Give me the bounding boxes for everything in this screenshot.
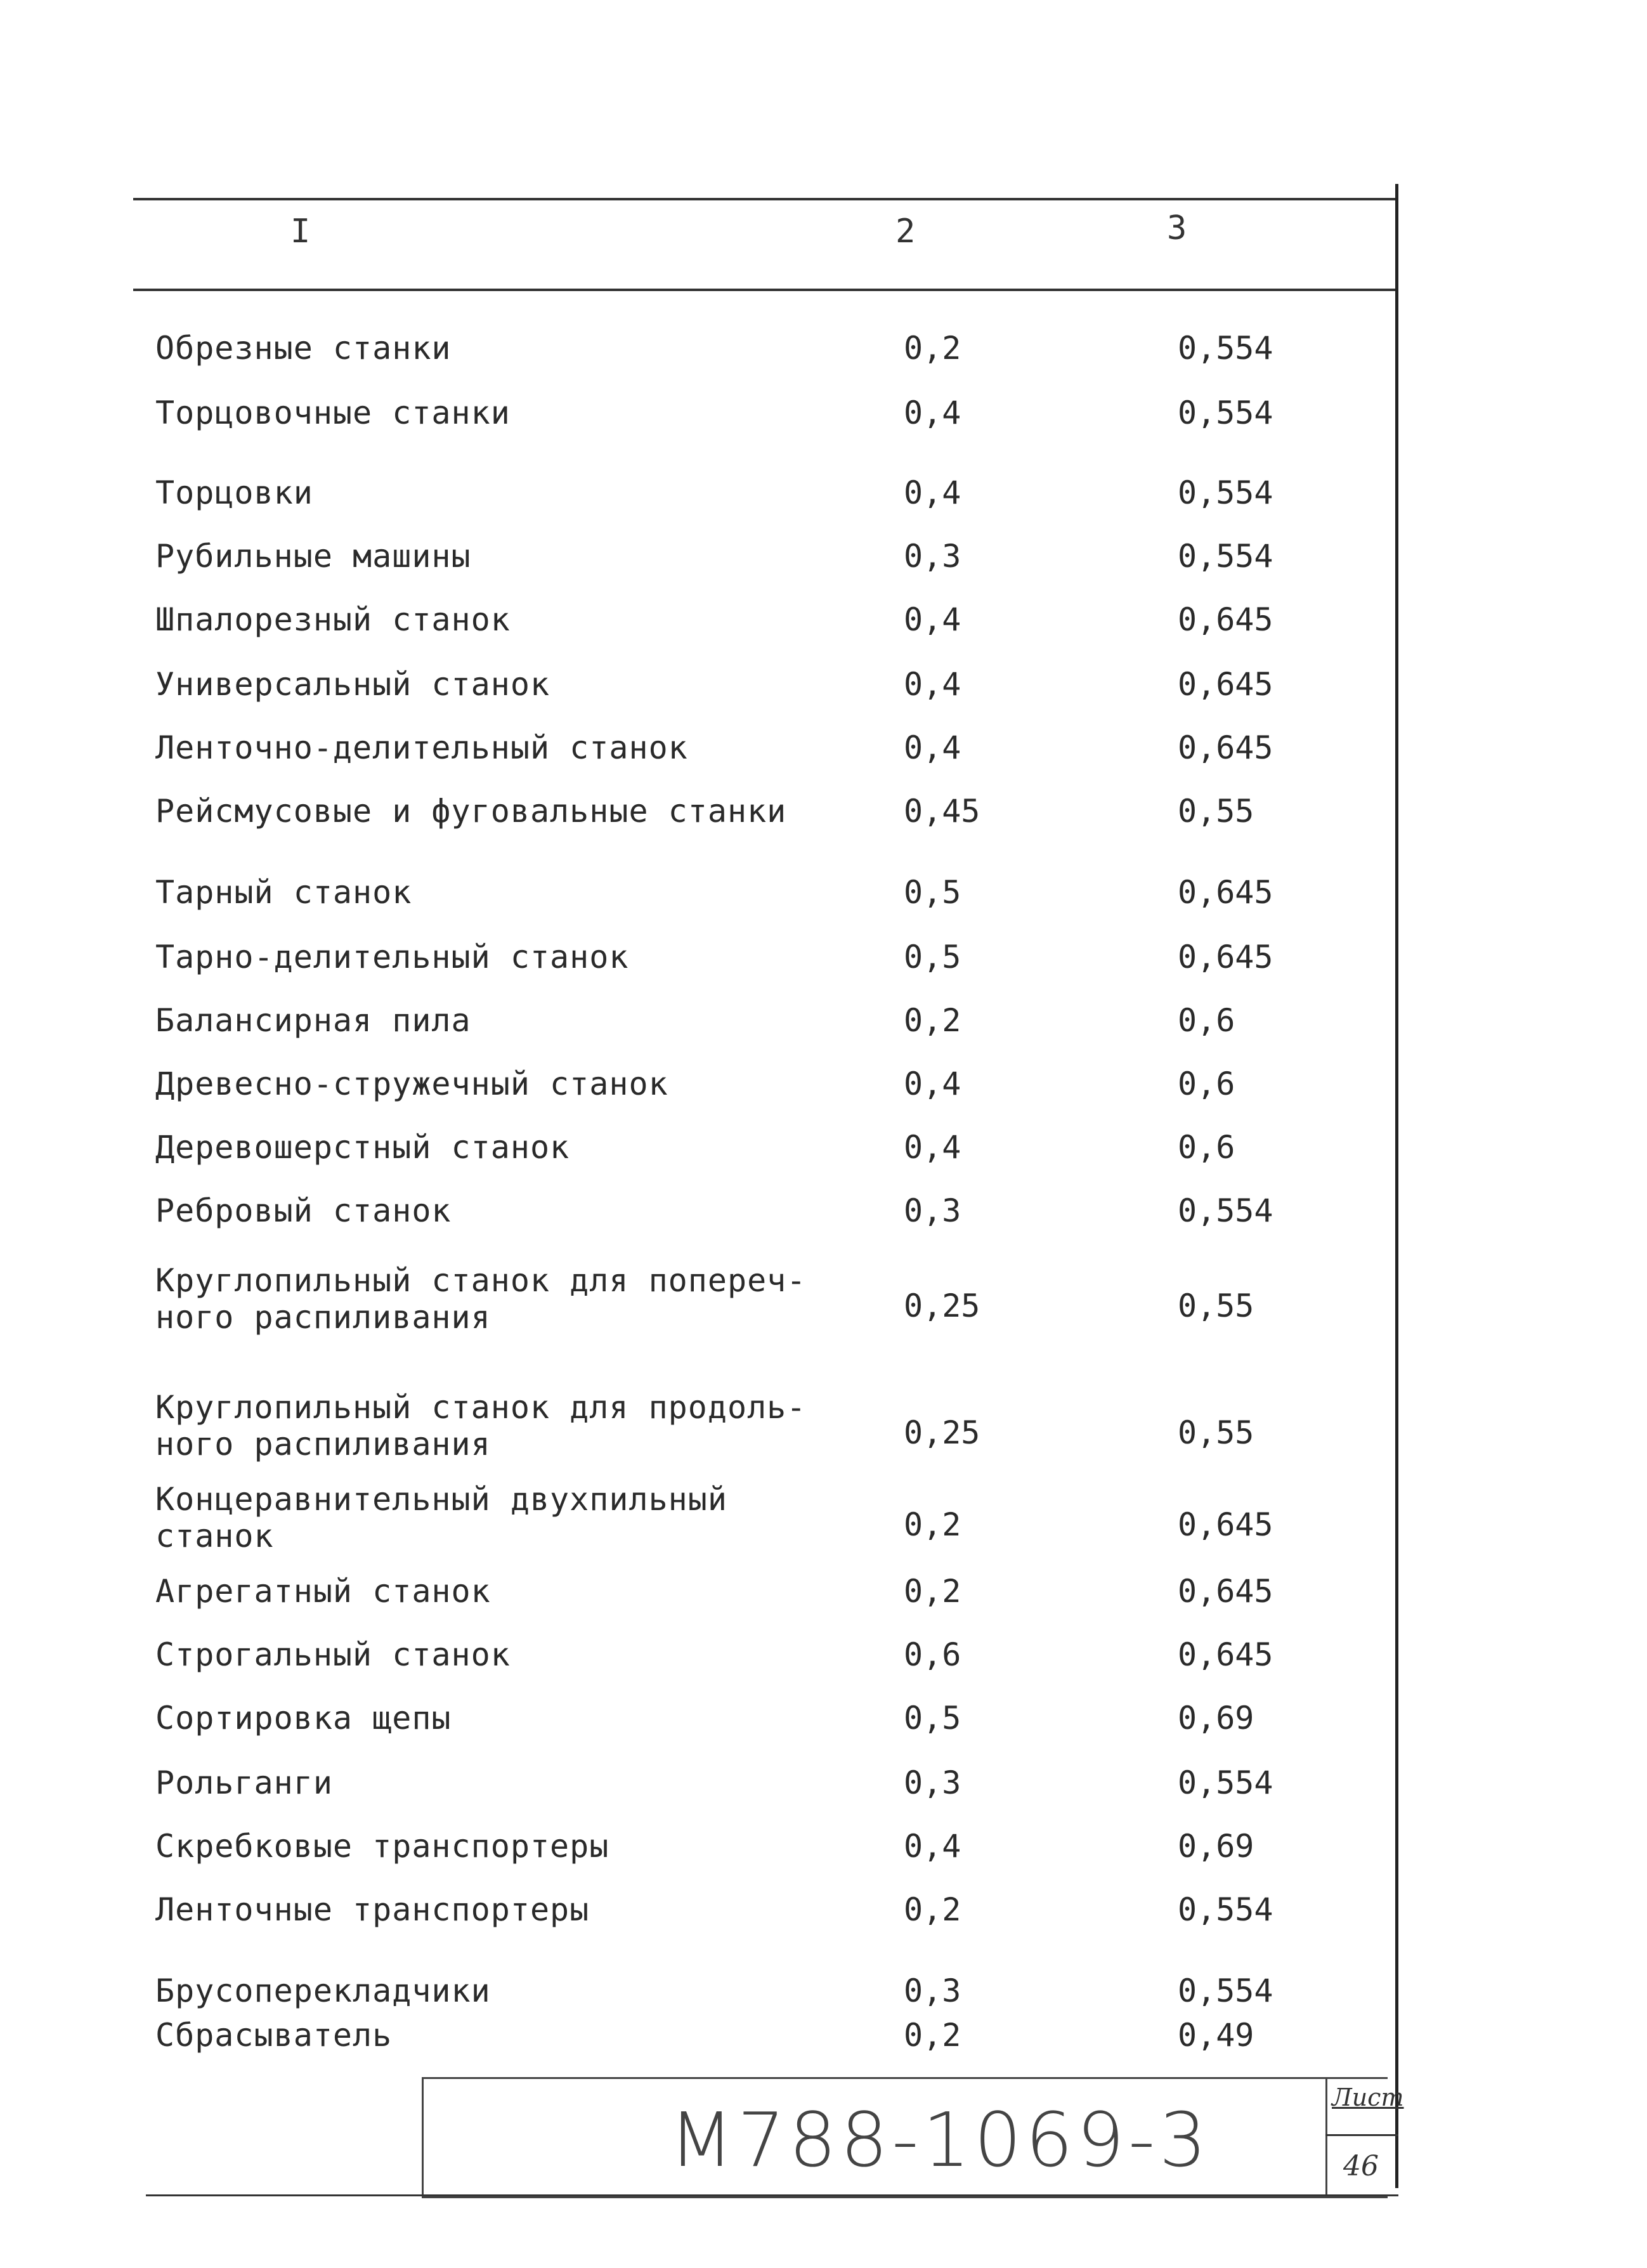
machine-name: Ребровый станок [155,1192,452,1229]
value-col3: 0,645 [1178,1506,1273,1543]
sheet-label: Лист [1332,2083,1404,2111]
value-col2: 0,6 [904,1636,961,1673]
machine-name: Строгальный станок [155,1636,511,1673]
value-col2: 0,2 [904,1573,961,1610]
value-col3: 0,554 [1178,1891,1273,1928]
machine-name: Рейсмусовые и фуговальные станки [155,793,787,830]
value-col3: 0,6 [1178,1002,1235,1039]
value-col2: 0,25 [904,1414,980,1451]
value-col2: 0,3 [904,1972,961,2009]
value-col2: 0,4 [904,1066,961,1102]
value-col3: 0,645 [1178,601,1273,638]
value-col2: 0,2 [904,1891,961,1928]
machine-name: Ленточные транспортеры [155,1891,590,1928]
machine-name: Торцовки [155,474,313,511]
sheet-number: 46 [1343,2150,1379,2182]
value-col2: 0,4 [904,601,961,638]
value-col2: 0,5 [904,874,961,911]
table-top-border [133,198,1398,200]
machine-name: Обрезные станки [155,330,452,367]
value-col3: 0,645 [1178,1573,1273,1610]
value-col3: 0,55 [1178,1287,1254,1324]
column-header-3: 3 [1167,209,1187,247]
value-col3: 0,554 [1178,474,1273,511]
value-col3: 0,645 [1178,1636,1273,1673]
value-col3: 0,55 [1178,793,1254,830]
machine-name: Рубильные машины [155,538,471,575]
machine-name: Тарный станок [155,874,412,911]
value-col2: 0,4 [904,474,961,511]
table-right-border [1395,184,1398,2188]
value-col2: 0,2 [904,330,961,367]
value-col2: 0,3 [904,1764,961,1801]
value-col3: 0,554 [1178,394,1273,431]
value-col3: 0,554 [1178,1972,1273,2009]
value-col3: 0,55 [1178,1414,1254,1451]
value-col3: 0,6 [1178,1129,1235,1166]
value-col2: 0,4 [904,666,961,703]
value-col3: 0,554 [1178,538,1273,575]
machine-name: Древесно-стружечный станок [155,1066,668,1102]
machine-name: Рольганги [155,1764,333,1801]
value-col2: 0,5 [904,1700,961,1737]
value-col2: 0,4 [904,1129,961,1166]
value-col2: 0,45 [904,793,980,830]
machine-name: Торцовочные станки [155,394,511,431]
machine-name: Агрегатный станок [155,1573,491,1610]
value-col3: 0,645 [1178,666,1273,703]
machine-name: Шпалорезный станок [155,601,511,638]
machine-name: Универсальный станок [155,666,550,703]
column-header-2: 2 [895,212,916,251]
sheet-cell-divider [1325,2134,1398,2136]
value-col3: 0,49 [1178,2017,1254,2054]
value-col2: 0,3 [904,1192,961,1229]
value-col3: 0,645 [1178,874,1273,911]
value-col3: 0,69 [1178,1700,1254,1737]
column-header-1: I [290,212,311,251]
value-col2: 0,2 [904,1002,961,1039]
value-col2: 0,25 [904,1287,980,1324]
value-col2: 0,5 [904,939,961,975]
value-col3: 0,554 [1178,330,1273,367]
machine-name: Сортировка щепы [155,1700,452,1737]
machine-name: Концеравнительный двухпильный станок [155,1481,727,1554]
header-bottom-border [133,289,1398,291]
machine-name: Скребковые транспортеры [155,1828,609,1865]
value-col3: 0,6 [1178,1066,1235,1102]
machine-name: Балансирная пила [155,1002,471,1039]
value-col3: 0,645 [1178,939,1273,975]
machine-name: Ленточно-делительный станок [155,729,688,766]
value-col2: 0,4 [904,1828,961,1865]
bottom-border [146,2194,1398,2196]
machine-name: Круглопильный станок для продоль- ного распиливания [155,1389,807,1463]
machine-name: Тарно-делительный станок [155,939,629,975]
machine-name: Круглопильный станок для попереч- ного распиливания [155,1262,807,1336]
value-col2: 0,2 [904,1506,961,1543]
machine-name: Сбрасыватель [155,2017,393,2054]
value-col2: 0,4 [904,729,961,766]
value-col3: 0,554 [1178,1764,1273,1801]
value-col2: 0,3 [904,538,961,575]
value-col2: 0,4 [904,394,961,431]
value-col3: 0,554 [1178,1192,1273,1229]
value-col2: 0,2 [904,2017,961,2054]
value-col3: 0,645 [1178,729,1273,766]
value-col3: 0,69 [1178,1828,1254,1865]
machine-name: Деревошерстный станок [155,1129,570,1166]
document-code: М788-1069-3 [669,2096,1211,2184]
machine-name: Брусоперекладчики [155,1972,491,2009]
